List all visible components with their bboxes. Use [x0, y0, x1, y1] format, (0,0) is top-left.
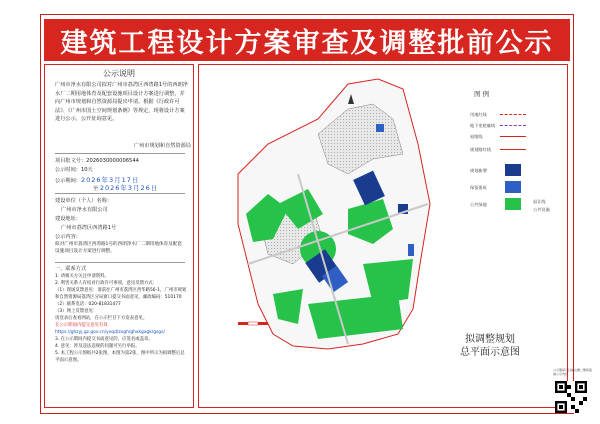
list-item: （1）现场反馈意见：请前往广州市荔湾区西华路56-1，广州市规划和自然资源局荔湾区分局窗口提交书面意见，邮政编码：510170 — [55, 288, 187, 300]
project-no-row — [55, 157, 139, 164]
period: 10天 — [80, 167, 93, 173]
legend-item: 地下室轮廓线 — [470, 123, 496, 128]
legend-item: 公共设施 — [533, 207, 550, 212]
list-item: （2）联系电话：020-81831477 — [55, 302, 121, 307]
notice-body: 广州市净水有限公司拟对广州市荔湾区西湾路1号的西朗净水厂二期用地体育及配套设施项目设计方案进行调整，并向广州市规划和自然资源局提出申请。根据《行政许可法》、《广州市国土空间规划条例》等规定，现将设计方案进行公示，公开征询意见。 — [55, 82, 188, 122]
list-item: 5. 本工程公示图纸共2张图，本图为第2张，图中所示为拟调整后总平面示意图。 — [55, 351, 185, 363]
address: 广州市荔湾区西湾路1号 — [61, 225, 117, 231]
legend-swatch — [505, 164, 521, 176]
range-label: 公示期间： — [55, 178, 81, 184]
list-item: 请登录后查看网站，在公示栏目下方发表意见。 — [55, 316, 148, 321]
notice-panel — [44, 64, 194, 408]
address-label: 建设地址： — [55, 216, 81, 222]
legend-item: 规划路红线 — [470, 147, 491, 152]
legend-swatch — [500, 136, 526, 137]
project-no-label: 项目批文号： — [55, 158, 87, 164]
scale-bar — [238, 322, 248, 325]
legend-item: 退让线 — [533, 199, 546, 204]
list-item: 1. 请相关方关注申请资料。 — [55, 274, 109, 279]
plan-caption-line: 总平面示意图 — [460, 347, 520, 358]
building-existing — [376, 124, 384, 132]
contacts-heading: 一、联系方式 — [55, 266, 87, 272]
legend-swatch — [500, 149, 526, 150]
legend-item: 退缩线 — [470, 134, 483, 139]
highlight-note: 在公示期间内提交意见有效 — [55, 323, 108, 328]
notice-heading: 公示说明 — [103, 69, 135, 78]
list-item: 4. 意见：涉及违法违规的问题可另行举报。 — [55, 344, 140, 349]
list-item: 3. 在公示期间内提交书面意见的，应签名或盖章。 — [55, 337, 153, 342]
summary: 拟对广州市荔湾区西湾路1号的西朗净水厂二期用地体育及配套设施项目设计方案进行调整。 — [55, 242, 182, 254]
divider — [55, 153, 185, 154]
legend-swatch — [505, 181, 521, 193]
applicant: 广州市净水有限公司 — [61, 207, 108, 213]
divider — [55, 262, 185, 263]
plan-caption — [450, 333, 530, 359]
range-end-row — [93, 183, 158, 192]
building-existing — [408, 244, 414, 256]
legend-item: 规划新增 — [470, 168, 487, 173]
applicant-label: 建设单位（个人）名称： — [55, 198, 113, 204]
legend-swatch — [500, 125, 526, 126]
summary-label: 公示内容： — [55, 234, 81, 240]
range-start: 2026年3月17日 — [80, 176, 140, 184]
list-item: 2. 利害关系人有权对行政许可事项，意见反馈方式： — [55, 281, 158, 286]
period-label: 公示时间： — [55, 167, 81, 173]
legend-item: 用地红线 — [470, 112, 487, 117]
scale-bar — [258, 322, 268, 325]
legend-swatch — [505, 198, 521, 210]
qr-code-icon[interactable] — [555, 381, 587, 413]
contact-list — [55, 273, 187, 364]
feedback-link[interactable]: https://ghzyj.gz.gov.cn/yxqd/zxgh/ghxkgxgk/gsgs/ — [55, 330, 165, 335]
list-item: （3）网上反馈意见： — [55, 309, 98, 314]
range-end: 2026年3月26日 — [99, 184, 159, 192]
legend-item: 保留建筑 — [470, 185, 487, 190]
plan-caption-line: 拟调整规划 — [465, 334, 515, 345]
page-title: 建筑工程设计方案审查及调整批前公示 — [44, 19, 570, 61]
qr-code-icon — [555, 381, 587, 413]
period-row — [55, 166, 93, 173]
divider — [55, 193, 185, 194]
range-sep: 至 — [93, 186, 99, 192]
legend-title: 图 例 — [474, 90, 490, 98]
legend-swatch — [500, 114, 526, 115]
project-no: 2026030000006544 — [86, 158, 139, 164]
qr-note: 公示期间可扫描右侧二维码查看公示内容 — [553, 368, 593, 376]
scale-bar — [248, 322, 258, 325]
legend-item: 公共绿地 — [470, 202, 487, 207]
notice-org: 广州市规划和自然资源局 — [133, 143, 191, 149]
